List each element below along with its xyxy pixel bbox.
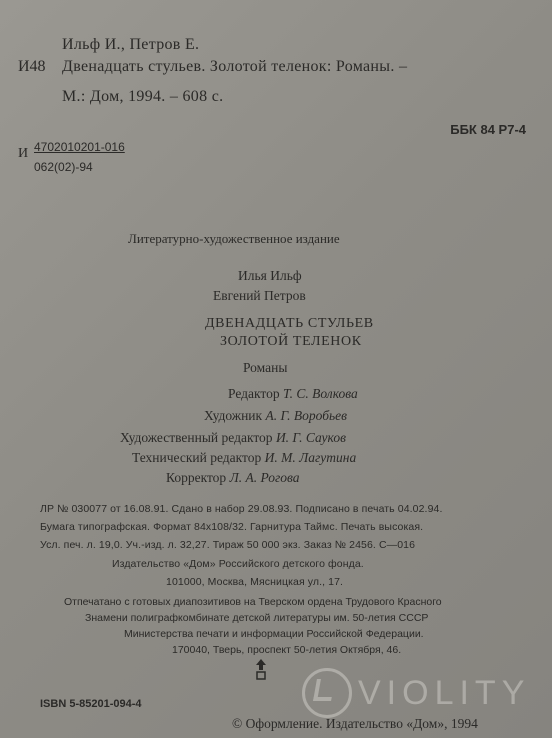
fraction-numerator: 4702010201-016: [34, 140, 125, 154]
printing-address: 170040, Тверь, проспект 50-летия Октября, 46.: [172, 644, 402, 656]
credit-role: Корректор: [166, 470, 227, 485]
author-petrov: Евгений Петров: [213, 288, 306, 303]
book-title-1: ДВЕНАДЦАТЬ СТУЛЬЕВ: [205, 316, 374, 331]
catalog-title-line: Двенадцать стульев. Золотой теленок: Романы. –: [62, 58, 408, 75]
edition-type: Литературно-художественное издание: [128, 231, 340, 246]
credit-tech-editor: [132, 450, 356, 466]
publisher-address: 101000, Москва, Мясницкая ул., 17.: [166, 576, 344, 588]
bbk-code: ББК 84 Р7-4: [450, 122, 526, 137]
fraction-letter: И: [18, 146, 29, 161]
technical-line: Усл. печ. л. 19,0. Уч.-изд. л. 32,27. Тираж 50 000 экз. Заказ № 2456. С—016: [40, 539, 416, 551]
credit-proofreader: [166, 470, 300, 486]
technical-line: Бумага типографская. Формат 84х108/32. Гарнитура Таймс. Печать высокая.: [40, 521, 424, 533]
credit-name: И. Г. Сауков: [275, 430, 346, 445]
fraction-denominator: 062(02)-94: [34, 160, 93, 174]
catalog-publisher-line: М.: Дом, 1994. – 608 с.: [62, 88, 224, 105]
credit-artist: [204, 408, 347, 424]
watermark-text: VIOLITY: [358, 674, 531, 712]
catalog-authors: Ильф И., Петров Е.: [62, 36, 200, 53]
watermark-logo: [296, 664, 536, 720]
credit-art-editor: [120, 430, 346, 446]
credit-name: Т. С. Волкова: [282, 386, 358, 401]
technical-line: ЛР № 030077 от 16.08.91. Сдано в набор 29.08.93. Подписано в печать 04.02.94.: [40, 503, 443, 515]
printing-line: Знамени полиграфкомбинате детской литературы им. 50-летия СССР: [85, 612, 429, 624]
publisher-logo-icon: [254, 658, 268, 680]
credit-name: Л. А. Рогова: [229, 470, 300, 485]
credit-role: Редактор: [228, 386, 280, 401]
author-ilf: Илья Ильф: [238, 268, 302, 283]
credit-role: Художник: [204, 408, 263, 423]
credit-name: А. Г. Воробьев: [265, 408, 347, 423]
isbn-number: ISBN 5-85201-094-4: [40, 698, 142, 710]
book-genre: Романы: [243, 360, 288, 375]
credit-editor: [228, 386, 358, 402]
credit-role: Художественный редактор: [120, 430, 273, 445]
printing-line: Министерства печати и информации Российской Федерации.: [124, 628, 424, 640]
credit-role: Технический редактор: [132, 450, 262, 465]
publisher-name: Издательство «Дом» Российского детского фонда.: [112, 558, 364, 570]
catalog-code: И48: [18, 58, 46, 75]
book-title-2: ЗОЛОТОЙ ТЕЛЕНОК: [220, 334, 362, 349]
printing-line: Отпечатано с готовых диапозитивов на Тверском ордена Трудового Красного: [64, 596, 442, 608]
copyright-line: © Оформление. Издательство «Дом», 1994: [232, 716, 478, 731]
credit-name: И. М. Лагутина: [264, 450, 357, 465]
